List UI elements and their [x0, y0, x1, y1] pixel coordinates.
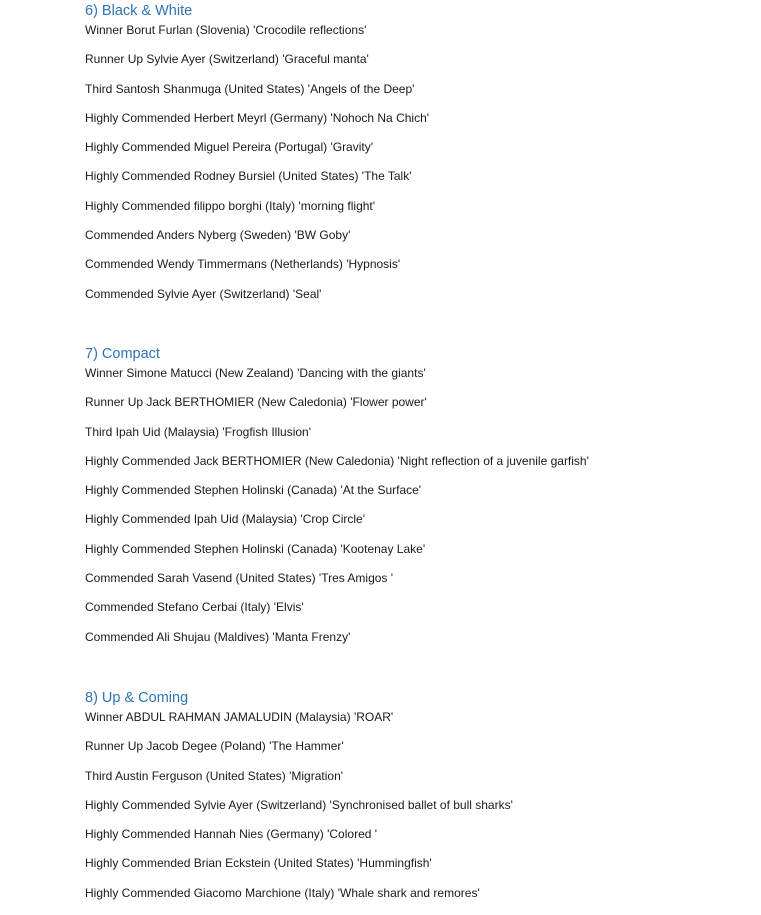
award-entry: Highly Commended Herbert Meyrl (Germany) 'Nohoch Na Chich': [85, 110, 430, 125]
award-entry: Commended Sylvie Ayer (Switzerland) 'Seal': [85, 286, 322, 301]
award-entry: Runner Up Jack BERTHOMIER (New Caledonia) 'Flower power': [85, 395, 427, 410]
award-entry: Highly Commended Ipah Uid (Malaysia) 'Crop Circle': [85, 512, 366, 527]
section-up-and-coming: [85, 689, 745, 915]
award-entry: Commended Wendy Timmermans (Netherlands) 'Hypnosis': [85, 257, 401, 272]
section-heading: 7) Compact: [85, 346, 160, 362]
award-entry: Highly Commended Giacomo Marchione (Italy) 'Whale shark and remores': [85, 885, 480, 900]
award-entry: Winner Borut Furlan (Slovenia) 'Crocodile reflections': [85, 23, 367, 37]
award-entry: Commended Stefano Cerbai (Italy) 'Elvis': [85, 600, 304, 615]
award-entry: Highly Commended filippo borghi (Italy) 'morning flight': [85, 198, 376, 213]
award-entry: Third Austin Ferguson (United States) 'Migration': [85, 768, 344, 783]
award-entry: Third Ipah Uid (Malaysia) 'Frogfish Illusion': [85, 424, 311, 439]
award-entry: Highly Commended Sylvie Ayer (Switzerland) 'Synchronised ballet of bull sharks': [85, 797, 513, 812]
section-compact: [85, 345, 745, 659]
award-entry: Winner ABDUL RAHMAN JAMALUDIN (Malaysia) 'ROAR': [85, 710, 394, 724]
award-entry: Third Santosh Shanmuga (United States) 'Angels of the Deep': [85, 81, 415, 96]
award-entry: Commended Anders Nyberg (Sweden) 'BW Goby': [85, 228, 351, 243]
award-entry: Winner Simone Matucci (New Zealand) 'Dancing with the giants': [85, 366, 426, 380]
award-entry: Highly Commended Stephen Holinski (Canada) 'At the Surface': [85, 483, 422, 498]
award-entry: Runner Up Sylvie Ayer (Switzerland) 'Graceful manta': [85, 52, 369, 67]
section-black-and-white: [85, 2, 745, 316]
award-entry: Runner Up Jacob Degee (Poland) 'The Hammer': [85, 739, 344, 754]
award-entry: Highly Commended Rodney Bursiel (United States) 'The Talk': [85, 169, 412, 184]
award-entry: Highly Commended Stephen Holinski (Canada) 'Kootenay Lake': [85, 541, 426, 556]
award-entry: Highly Commended Jack BERTHOMIER (New Caledonia) 'Night reflection of a juvenile garfish': [85, 453, 589, 468]
award-entry: Highly Commended Brian Eckstein (United States) 'Hummingfish': [85, 856, 432, 871]
section-heading: 8) Up & Coming: [85, 690, 189, 706]
section-heading: 6) Black & White: [85, 3, 193, 19]
award-entry: Highly Commended Hannah Nies (Germany) 'Colored ': [85, 827, 378, 842]
award-entry: Commended Sarah Vasend (United States) 'Tres Amigos ': [85, 571, 394, 586]
award-entry: Commended Ali Shujau (Maldives) 'Manta Frenzy': [85, 629, 351, 644]
award-entry: Highly Commended Miguel Pereira (Portugal) 'Gravity': [85, 140, 374, 155]
